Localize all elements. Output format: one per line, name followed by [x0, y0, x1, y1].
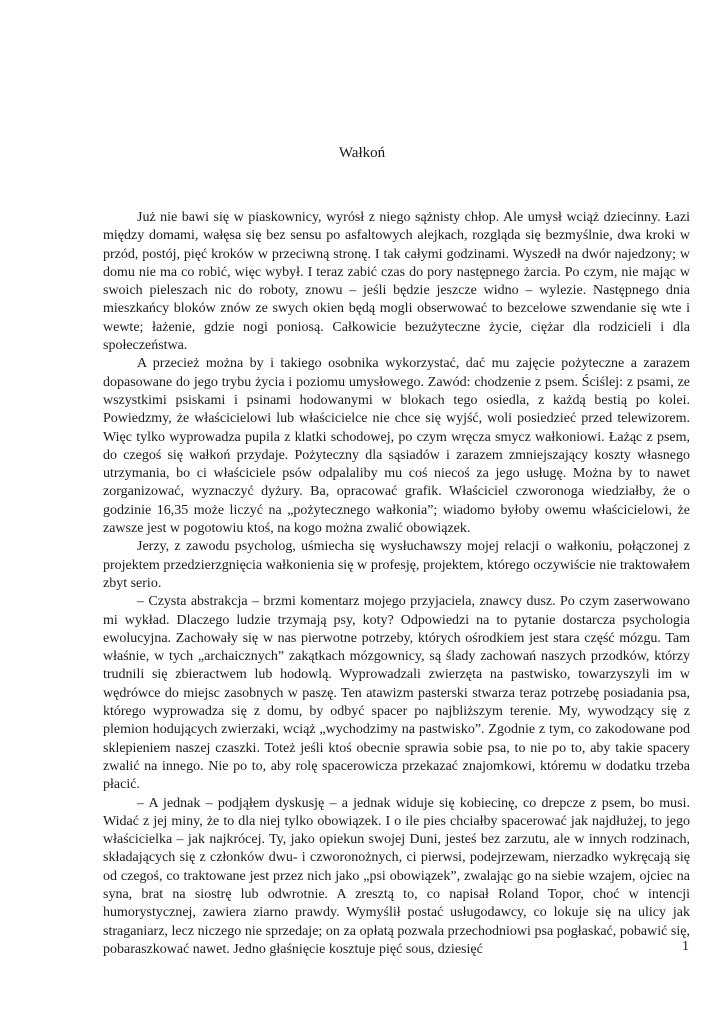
paragraph-4: – Czysta abstrakcja – brzmi komentarz mojego przyjaciela, znawcy dusz. Po czym zaserwowano mi wykład. Dlaczego ludzie trzymają psy, koty? Odpowiedzi na to pytanie dostarcza psychologia ewolucyjna. Zachowały się w nas pierwotne potrzeby, których ośrodkiem jest stara część mózgu. Tam właśnie, w tych „archaicznych” zakątkach mózgownicy, są ślady zachowań naszych przodków, którzy trudnili się zbieractwem lub hodowlą. Wyprowadzali zwierzęta na pastwisko, towarzyszyli im w wędrówce do miejsc zasobnych w paszę. Ten atawizm pasterski stwarza teraz potrzebę posiadania psa, którego wyprowadza się z domu, by odbyć spacer po najbliższym terenie. My, wywodzący się z plemion hodujących zwierzaki, wciąż „wychodzimy na pastwisko”. Zgodnie z tym, co zakodowane pod sklepieniem naszej czaszki. Toteż jeśli ktoś obecnie sprawia sobie psa, to nie po to, aby takie spacery zwalić na innego. Nie po to, aby rolę spacerowicza przekazać znajomkowi, któremu w dodatku trzeba płacić.	[103, 594, 690, 793]
page-number: 1	[682, 939, 689, 954]
paragraph-3: Jerzy, z zawodu psycholog, uśmiecha się wysłuchawszy mojej relacji o wałkoniu, połączonej z projektem przedzierzgnięcia wałkonienia się w profesję, projektem, którego oczywiście nie traktowałem zbyt serio.	[103, 539, 690, 591]
page-title: Wałkoń	[338, 145, 386, 161]
paragraph-2: A przecież można by i takiego osobnika wykorzystać, dać mu zajęcie pożyteczne a zarazem dopasowane do jego trybu życia i poziomu umysłowego. Zawód: chodzenie z psem. Ściślej: z psami, ze wszystkimi psiskami i psinami hodowanymi w blokach tego osiedla, z każdą bestią po kolei. Powiedzmy, że właścicielowi lub właścicielce nie chce się wyjść, woli posiedzieć przed telewizorem. Więc tylko wyprowadza pupila z klatki schodowej, po czym wręcza smycz wałkoniowi. Łażąc z psem, do czegoś się wałkoń przydaje. Pożyteczny dla sąsiadów i zarazem zmniejszający koszty własnego utrzymania, bo ci właściciele psów odpalaliby mu coś niecoś za jego usługę. Można by to nawet zorganizować, wyznaczyć dyżury. Ba, opracować grafik. Właściciel czworonoga wiedziałby, że o godzinie 16,35 może liczyć na „pożytecznego wałkonia”; wiadomo byłoby owemu właścicielowi, że zawsze jest w pogotowiu ktoś, na kogo można zwalić obowiązek.	[103, 356, 690, 537]
paragraph-5: – A jednak – podjąłem dyskusję – a jednak widuje się kobiecinę, co drepcze z psem, bo musi. Widać z jej miny, że to dla niej tylko obowiązek. I o ile pies chciałby spacerować jak najdłużej, to jego właścicielka – jak najkrócej. Ty, jako opiekun swojej Duni, jesteś bez zarzutu, ale w innych rodzinach, składających się z członków dwu- i czworonożnych, ci pierwsi, podejrzewam, nierzadko wykręcają się od czegoś, co traktowane jest przez nich jako „psi obowiązek”, zwalając go na siebie wzajem, ojciec na syna, brat na siostrę lub odwrotnie. A zresztą to, co napisał Roland Topor, choć w intencji humorystycznej, zawiera ziarno prawdy. Wymyślił postać usługodawcy, co lokuje się na ulicy jak straganiarz, lecz niczego nie sprzedaje; on za opłatą pozwala przechodniowi psa pogłaskać, pobawić się, pobaraszkować nawet. Jedno głaśnięcie kosztuje pięć sous, dziesięć	[103, 795, 690, 957]
body-text	[103, 209, 690, 959]
paragraph-1: Już nie bawi się w piaskownicy, wyrósł z niego sążnisty chłop. Ale umysł wciąż dziecinny. Łazi między domami, wałęsa się bez sensu po asfaltowych alejkach, rozgląda się bezmyślnie, dwa kroki w przód, postój, pięć kroków w przeciwną stronę. I tak całymi godzinami. Wyszedł na dwór najedzony; w domu nie ma co robić, więc wybył. I teraz zabić czas do pory następnego żarcia. Po czym, nie mając w swoich pieleszach nic do roboty, znowu – jeśli będzie jeszcze widno – wylezie. Następnego dnia mieszkańcy bloków znów ze swych okien będą mogli obserwować to bezcelowe szwendanie się wte i wewte; łażenie, gdzie nogi poniosą. Całkowicie bezużyteczne życie, ciężar dla rodzicieli i dla społeczeństwa.	[103, 210, 690, 354]
